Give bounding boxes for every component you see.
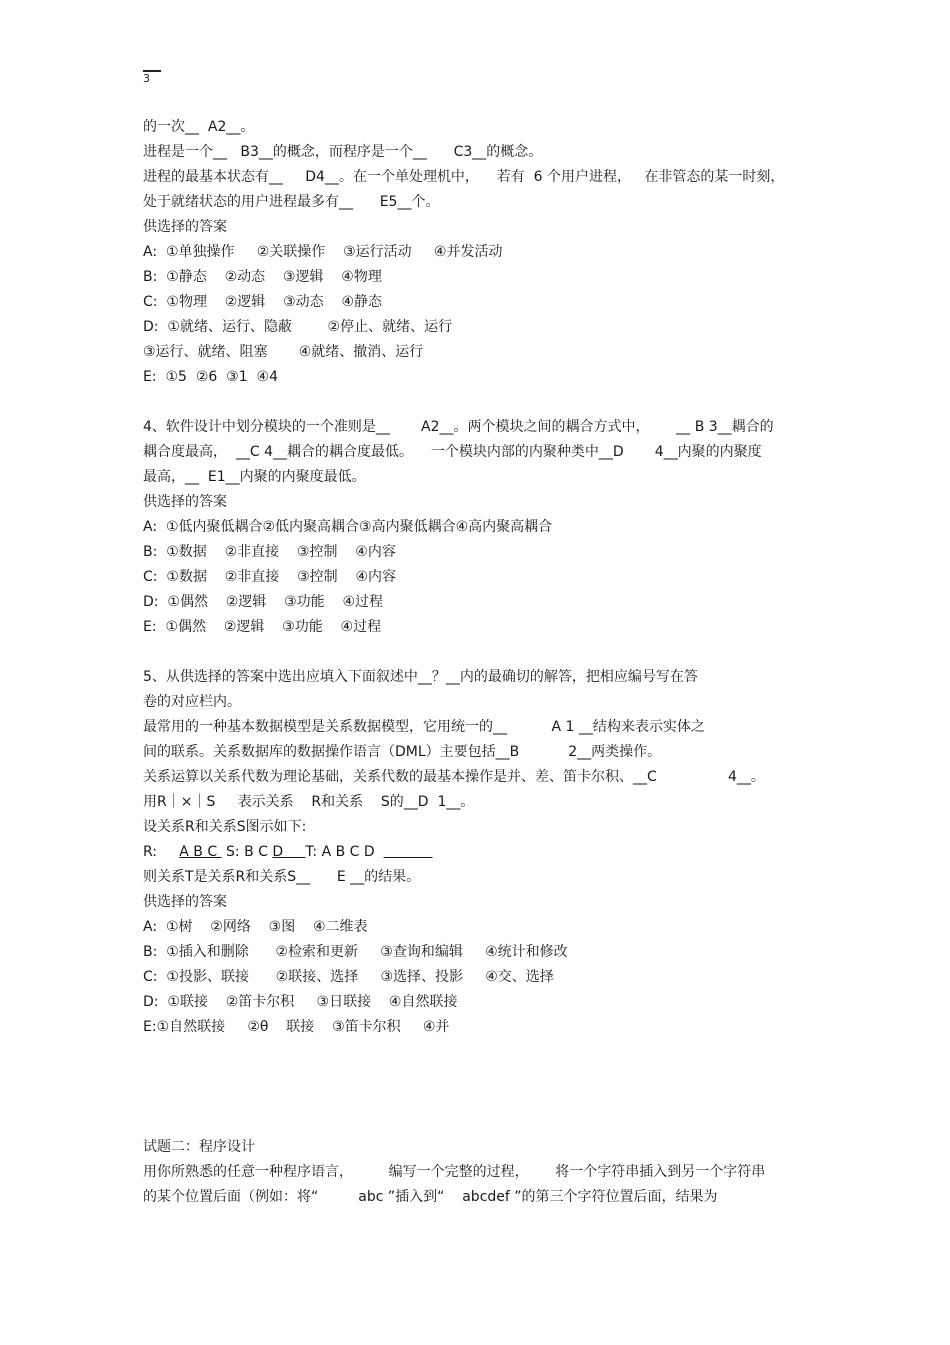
text-line: 4、软件设计中划分模块的一个准则是__ A2__。两个模块之间的耦合方式中， __ B 3__耦合的 xyxy=(143,419,774,435)
text-line: A: ①树 ②网络 ③图 ④二维表 xyxy=(143,919,368,935)
text-line: 用你所熟悉的任意一种程序语言， 编写一个完整的过程， 将一个字符串插入到另一个字符串 xyxy=(143,1164,766,1180)
document-body xyxy=(143,115,823,1210)
text-line: 设关系R和关系S图示如下: xyxy=(143,819,307,835)
section-exam-two xyxy=(143,1135,823,1210)
text-line: 的某个位置后面（例如：将“ abc ”插入到“ abcdef ”的第三个字符位置后面，结果为 xyxy=(143,1189,718,1205)
text-line: ③运行、就绪、阻塞 ④就绪、撤消、运行 xyxy=(143,344,424,360)
text-line: 供选择的答案 xyxy=(143,894,227,910)
text-line: 5、从供选择的答案中选出应填入下面叙述中__？__内的最确切的解答，把相应编号写在答 xyxy=(143,669,698,685)
text-line: B: ①数据 ②非直接 ③控制 ④内容 xyxy=(143,544,396,560)
relation-s-attributes: S: B C xyxy=(221,844,273,860)
text-line: 则关系T是关系R和关系S__ E __的结果。 xyxy=(143,869,421,885)
text-line: E: ①偶然 ②逻辑 ③功能 ④过程 xyxy=(143,619,382,635)
page-number: 3 xyxy=(143,70,161,85)
text-line: 进程是一个__ B3__的概念，而程序是一个__ C3__的概念。 xyxy=(143,144,543,160)
section-question-3 xyxy=(143,115,823,390)
text-line: B: ①静态 ②动态 ③逻辑 ④物理 xyxy=(143,269,382,285)
text-line: E: ①5 ②6 ③1 ④4 xyxy=(143,369,278,385)
text-line: A: ①低内聚低耦合②低内聚高耦合③高内聚低耦合④高内聚高耦合 xyxy=(143,519,553,535)
text-line: 耦合度最高， __C 4__耦合的耦合度最低。 一个模块内部的内聚种类中__D 4__内聚的内聚度 xyxy=(143,444,762,460)
text-line: 关系运算以关系代数为理论基础，关系代数的最基本操作是并、差、笛卡尔积、__C 4__。 xyxy=(143,769,765,785)
relation-diagram-line xyxy=(143,840,823,865)
section-question-5-options xyxy=(143,865,823,1040)
section-question-4 xyxy=(143,415,823,640)
text-line: 处于就绪状态的用户进程最多有__ E5__个。 xyxy=(143,194,440,210)
relation-r-attributes: A B C xyxy=(179,844,222,860)
section-question-5 xyxy=(143,665,823,840)
text-line: 的一次__ A2__。 xyxy=(143,119,255,135)
text-line: C: ①投影、联接 ②联接、选择 ③选择、投影 ④交、选择 xyxy=(143,969,554,985)
text-line: 用R｜×｜S 表示关系 R和关系 S的__D 1__。 xyxy=(143,794,475,810)
text-line: 供选择的答案 xyxy=(143,494,227,510)
text-line: B: ①插入和删除 ②检索和更新 ③查询和编辑 ④统计和修改 xyxy=(143,944,568,960)
text-line: 最常用的一种基本数据模型是关系数据模型，它用统一的__ A 1 __结构来表示实体之 xyxy=(143,719,705,735)
relation-r-label: R: xyxy=(143,844,180,860)
relation-t-blank xyxy=(384,844,433,860)
relation-s-attribute-d: D xyxy=(272,844,306,860)
text-line: E:①自然联接 ②θ 联接 ③笛卡尔积 ④并 xyxy=(143,1019,450,1035)
relation-t-attributes: T: A B C D xyxy=(305,844,384,860)
text-line: 进程的最基本状态有__ D4__。在一个单处理机中， 若有 6 个用户进程， 在非管态的某一时刻， xyxy=(143,169,785,185)
text-line: 供选择的答案 xyxy=(143,219,227,235)
text-line: D: ①偶然 ②逻辑 ③功能 ④过程 xyxy=(143,594,384,610)
text-line: 最高，__ E1__内聚的内聚度最低。 xyxy=(143,469,366,485)
text-line: D: ①联接 ②笛卡尔积 ③日联接 ④自然联接 xyxy=(143,994,458,1010)
text-line: D: ①就绪、运行、隐蔽 ②停止、就绪、运行 xyxy=(143,319,453,335)
text-line: A: ①单独操作 ②关联操作 ③运行活动 ④并发活动 xyxy=(143,244,503,260)
text-line: 试题二：程序设计 xyxy=(143,1139,255,1155)
text-line: 间的联系。关系数据库的数据操作语言（DML）主要包括__B 2__两类操作。 xyxy=(143,744,662,760)
text-line: C: ①物理 ②逻辑 ③动态 ④静态 xyxy=(143,294,382,310)
text-line: 卷的对应栏内。 xyxy=(143,694,241,710)
text-line: C: ①数据 ②非直接 ③控制 ④内容 xyxy=(143,569,396,585)
